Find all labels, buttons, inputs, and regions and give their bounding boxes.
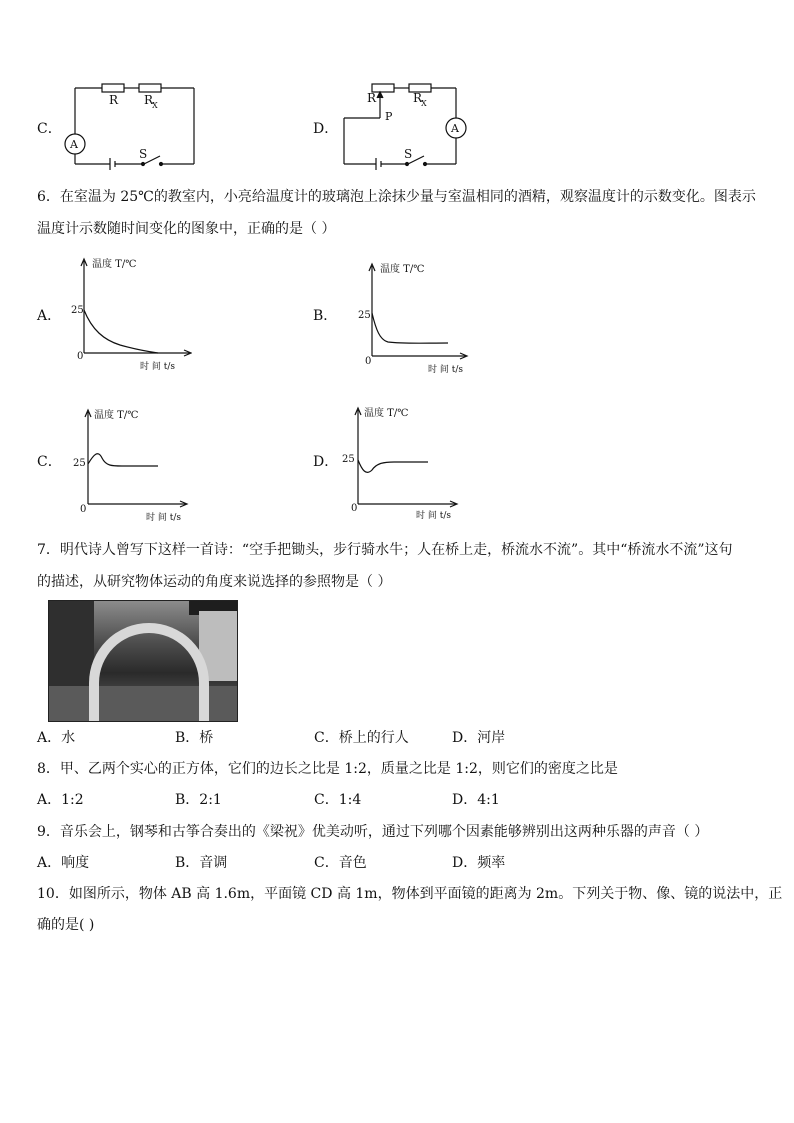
ammeter-label: A <box>70 138 78 151</box>
q7-line2: 的描述，从研究物体运动的角度来说选择的参照物是（ ） <box>37 574 392 590</box>
q9-option-a: A．响度 <box>37 855 90 871</box>
resistor-rx-subscript: X <box>152 101 158 110</box>
q9-option-d: D．频率 <box>452 855 506 871</box>
q7-option-c: C．桥上的行人 <box>314 730 409 746</box>
q8-option-c: C．1:4 <box>314 792 362 808</box>
graph-c-label: C． <box>37 454 62 470</box>
resistor-rx-label: R <box>144 93 154 107</box>
origin-label: 0 <box>351 503 358 514</box>
q9-option-b: B．音调 <box>175 855 228 871</box>
q6-line1: 6．在室温为 25℃的教室内，小亮给温度计的玻璃泡上涂抹少量与室温相同的酒精，观察温度计的示数变化。图表示 <box>37 189 756 205</box>
q8-option-b: B．2:1 <box>175 792 222 808</box>
y-axis-label: 温度 T/℃ <box>94 410 139 421</box>
graph-b <box>354 258 474 378</box>
q7-option-b: B．桥 <box>175 730 214 746</box>
origin-label: 0 <box>80 504 87 515</box>
q10-line2: 确的是( ) <box>37 917 95 933</box>
slider-p-label: P <box>385 110 393 123</box>
switch-label: S <box>139 147 148 161</box>
q6-line2: 温度计示数随时间变化的图象中，正确的是（ ） <box>37 221 336 237</box>
x-axis-label: 时 间 t/s <box>416 511 451 520</box>
graph-c <box>66 402 190 522</box>
graph-d-label: D． <box>313 454 339 470</box>
x-axis-label: 时 间 t/s <box>428 365 463 375</box>
q7-option-a: A．水 <box>37 730 76 746</box>
graph-a <box>62 255 192 375</box>
option-c-label: C． <box>37 121 62 137</box>
tick-25: 25 <box>73 458 86 469</box>
graph-a-label: A． <box>37 308 62 324</box>
graph-b-label: B． <box>313 308 338 324</box>
q9-line1: 9．音乐会上，钢琴和古筝合奏出的《梁祝》优美动听，通过下列哪个因素能够辨别出这两种乐器的声音（ ） <box>37 824 709 840</box>
q8-option-a: A．1:2 <box>37 792 84 808</box>
graph-d <box>338 400 462 520</box>
q7-line1: 7．明代诗人曾写下这样一首诗：“空手把锄头，步行骑水牛；人在桥上走，桥流水不流”。其中“桥流水不流”这句 <box>37 542 733 558</box>
resistor-rx-subscript: X <box>421 99 427 108</box>
origin-label: 0 <box>365 356 372 367</box>
q10-line1: 10．如图所示，物体 AB 高 1.6m，平面镜 CD 高 1m，物体到平面镜的距离为 2m。下列关于物、像、镜的说法中，正 <box>37 886 783 902</box>
x-axis-label: 时 间 t/s <box>146 513 181 522</box>
resistor-rx-label: R <box>413 91 423 105</box>
y-axis-label: 温度 T/℃ <box>380 264 425 275</box>
tick-25: 25 <box>342 454 355 465</box>
y-axis-label: 温度 T/℃ <box>92 259 137 270</box>
q8-option-d: D．4:1 <box>452 792 500 808</box>
q8-line1: 8．甲、乙两个实心的正方体，它们的边长之比是 1:2，质量之比是 1:2，则它们的密度之比是 <box>37 761 618 777</box>
tick-25: 25 <box>358 310 371 321</box>
tick-25: 25 <box>71 305 84 316</box>
resistor-r-label: R <box>109 93 119 107</box>
bridge-photo <box>48 600 238 722</box>
circuit-c-diagram <box>60 78 200 170</box>
origin-label: 0 <box>77 351 84 362</box>
ammeter-label: A <box>451 122 459 135</box>
switch-label: S <box>404 147 413 161</box>
option-d-label: D． <box>313 121 339 137</box>
q9-option-c: C．音色 <box>314 855 367 871</box>
y-axis-label: 温度 T/℃ <box>364 408 409 419</box>
x-axis-label: 时 间 t/s <box>140 362 175 372</box>
rheostat-r-label: R <box>367 91 377 105</box>
circuit-d-diagram <box>338 78 473 170</box>
q7-option-d: D．河岸 <box>452 730 506 746</box>
